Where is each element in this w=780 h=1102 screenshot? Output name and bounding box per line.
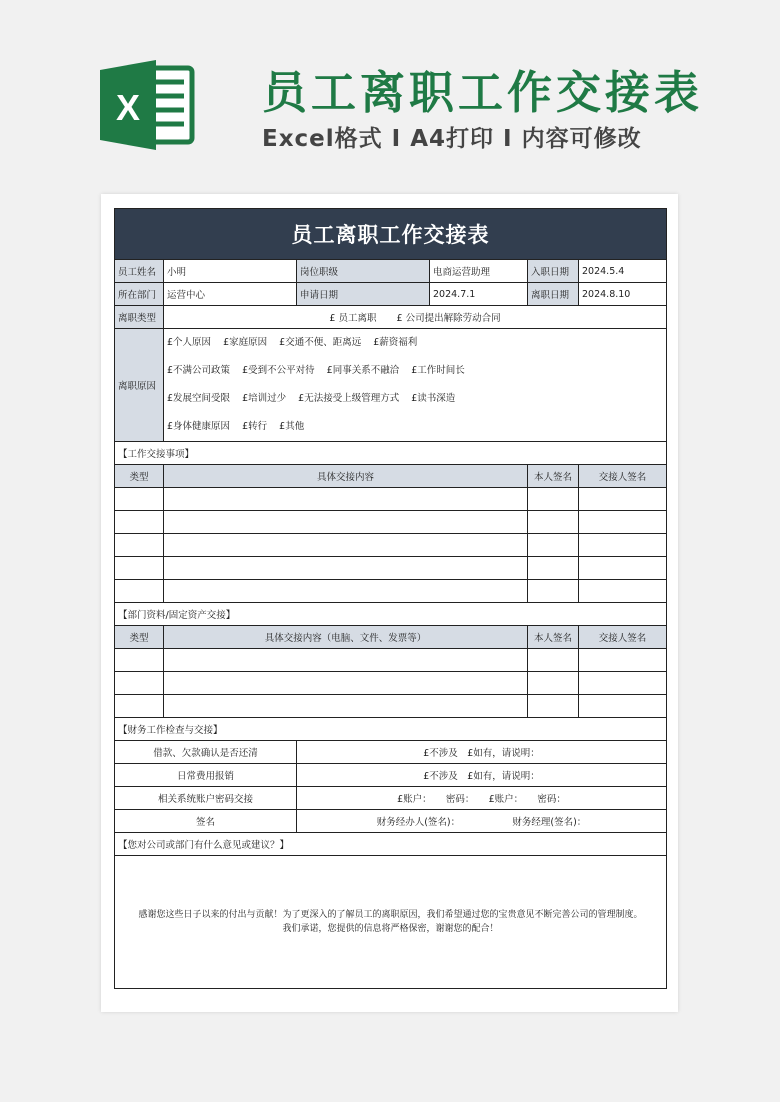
col-header-type: 类型 (115, 465, 164, 488)
finance-row (115, 810, 667, 833)
name-value[interactable]: 小明 (164, 260, 297, 283)
finance-value[interactable]: £不涉及 £如有，请说明： (297, 764, 667, 787)
cell[interactable] (164, 488, 528, 511)
reason-option[interactable]: £薪资福利 (373, 337, 418, 348)
finance-row (115, 764, 667, 787)
leave-date-label: 离职日期 (528, 283, 579, 306)
work-handover-section-title: 【工作交接事项】 (115, 442, 667, 465)
reason-option[interactable]: £培训过少 (242, 393, 287, 404)
cell[interactable] (528, 534, 579, 557)
finance-row (115, 741, 667, 764)
cell[interactable] (579, 695, 667, 718)
leave-date-value[interactable]: 2024.8.10 (579, 283, 667, 306)
table-row (115, 488, 667, 511)
table-row (115, 580, 667, 603)
cell[interactable] (115, 511, 164, 534)
cell[interactable] (164, 534, 528, 557)
handover-form (114, 208, 667, 989)
hero-title: 员工离职工作交接表 (262, 66, 704, 119)
cell[interactable] (164, 695, 528, 718)
finance-value[interactable]: 财务经办人(签名)： 财务经理(签名)： (297, 810, 667, 833)
cell[interactable] (115, 649, 164, 672)
reason-option[interactable]: £同事关系不融洽 (326, 365, 400, 376)
reason-option[interactable]: £发展空间受限 (167, 393, 231, 404)
feedback-promise-line: 我们承诺，您提供的信息将严格保密，谢谢您的配合！ (282, 924, 499, 934)
cell[interactable] (579, 672, 667, 695)
position-label: 岗位职级 (297, 260, 430, 283)
cell[interactable] (115, 695, 164, 718)
finance-value[interactable]: £账户： 密码： £账户： 密码： (297, 787, 667, 810)
form-title: 员工离职工作交接表 (115, 209, 667, 260)
svg-text:X: X (115, 87, 141, 128)
finance-row (115, 787, 667, 810)
finance-item: 签名 (115, 810, 297, 833)
cell[interactable] (528, 488, 579, 511)
hero-banner (0, 0, 780, 190)
name-label: 员工姓名 (115, 260, 164, 283)
feedback-area[interactable] (115, 856, 667, 989)
join-date-value[interactable]: 2024.5.4 (579, 260, 667, 283)
cell[interactable] (528, 511, 579, 534)
table-row (115, 695, 667, 718)
join-date-label: 入职日期 (528, 260, 579, 283)
finance-item: 日常费用报销 (115, 764, 297, 787)
cell[interactable] (164, 511, 528, 534)
cell[interactable] (115, 557, 164, 580)
reason-option[interactable]: £其他 (279, 421, 305, 432)
reason-line (167, 357, 663, 385)
cell[interactable] (115, 672, 164, 695)
cell[interactable] (579, 534, 667, 557)
col-header-content: 具体交接内容 (164, 465, 528, 488)
reason-option[interactable]: £转行 (242, 421, 268, 432)
reason-line (167, 385, 663, 413)
leave-reason-label: 离职原因 (115, 329, 164, 442)
cell[interactable] (528, 649, 579, 672)
table-row (115, 672, 667, 695)
excel-logo-icon (98, 58, 196, 152)
col-header-content: 具体交接内容（电脑、文件、发票等） (164, 626, 528, 649)
cell[interactable] (528, 557, 579, 580)
col-header-type: 类型 (115, 626, 164, 649)
dept-value[interactable]: 运营中心 (164, 283, 297, 306)
cell[interactable] (579, 488, 667, 511)
cell[interactable] (579, 649, 667, 672)
option-employee-resign[interactable]: £ 员工离职 (329, 313, 377, 324)
table-row (115, 534, 667, 557)
finance-item: 相关系统账户密码交接 (115, 787, 297, 810)
reason-option[interactable]: £工作时间长 (411, 365, 465, 376)
reason-option[interactable]: £无法接受上级管理方式 (298, 393, 400, 404)
reason-option[interactable]: £家庭原因 (223, 337, 268, 348)
apply-date-value[interactable]: 2024.7.1 (430, 283, 528, 306)
cell[interactable] (115, 534, 164, 557)
cell[interactable] (528, 695, 579, 718)
leave-type-label: 离职类型 (115, 306, 164, 329)
reason-option[interactable]: £受到不公平对待 (242, 365, 315, 376)
cell[interactable] (115, 580, 164, 603)
table-row (115, 649, 667, 672)
cell[interactable] (164, 649, 528, 672)
cell[interactable] (115, 488, 164, 511)
reason-option[interactable]: £个人原因 (167, 337, 212, 348)
cell[interactable] (164, 580, 528, 603)
feedback-section-title: 【您对公司或部门有什么意见或建议？】 (115, 833, 667, 856)
col-header-self-sign: 本人签名 (528, 626, 579, 649)
position-value[interactable]: 电商运营助理 (430, 260, 528, 283)
reason-option[interactable]: £交通不便、距离远 (279, 337, 362, 348)
option-company-terminate[interactable]: £ 公司提出解除劳动合同 (396, 313, 501, 324)
apply-date-label: 申请日期 (297, 283, 430, 306)
asset-handover-section-title: 【部门资料/固定资产交接】 (115, 603, 667, 626)
leave-reason-options (164, 329, 667, 442)
feedback-thanks-line: 感谢您这些日子以来的付出与贡献！为了更深入的了解员工的离职原因，我们希望通过您的宝贵意见不断完善公司的管理制度。 (138, 910, 643, 920)
col-header-receiver-sign: 交接人签名 (579, 626, 667, 649)
col-header-self-sign: 本人签名 (528, 465, 579, 488)
form-sheet (101, 194, 678, 1012)
leave-type-options (164, 306, 667, 329)
reason-option[interactable]: £身体健康原因 (167, 421, 231, 432)
cell[interactable] (579, 580, 667, 603)
cell[interactable] (164, 672, 528, 695)
reason-option[interactable]: £读书深造 (411, 393, 456, 404)
col-header-receiver-sign: 交接人签名 (579, 465, 667, 488)
cell[interactable] (164, 557, 528, 580)
cell[interactable] (528, 580, 579, 603)
dept-label: 所在部门 (115, 283, 164, 306)
reason-option[interactable]: £不满公司政策 (167, 365, 231, 376)
finance-value[interactable]: £不涉及 £如有，请说明： (297, 741, 667, 764)
table-row (115, 557, 667, 580)
reason-line (167, 413, 663, 441)
finance-section-title: 【财务工作检查与交接】 (115, 718, 667, 741)
finance-item: 借款、欠款确认是否还清 (115, 741, 297, 764)
cell[interactable] (528, 672, 579, 695)
cell[interactable] (579, 557, 667, 580)
table-row (115, 511, 667, 534)
reason-line (167, 329, 663, 357)
cell[interactable] (579, 511, 667, 534)
hero-subtitle: Excel格式 I A4打印 I 内容可修改 (262, 126, 642, 152)
